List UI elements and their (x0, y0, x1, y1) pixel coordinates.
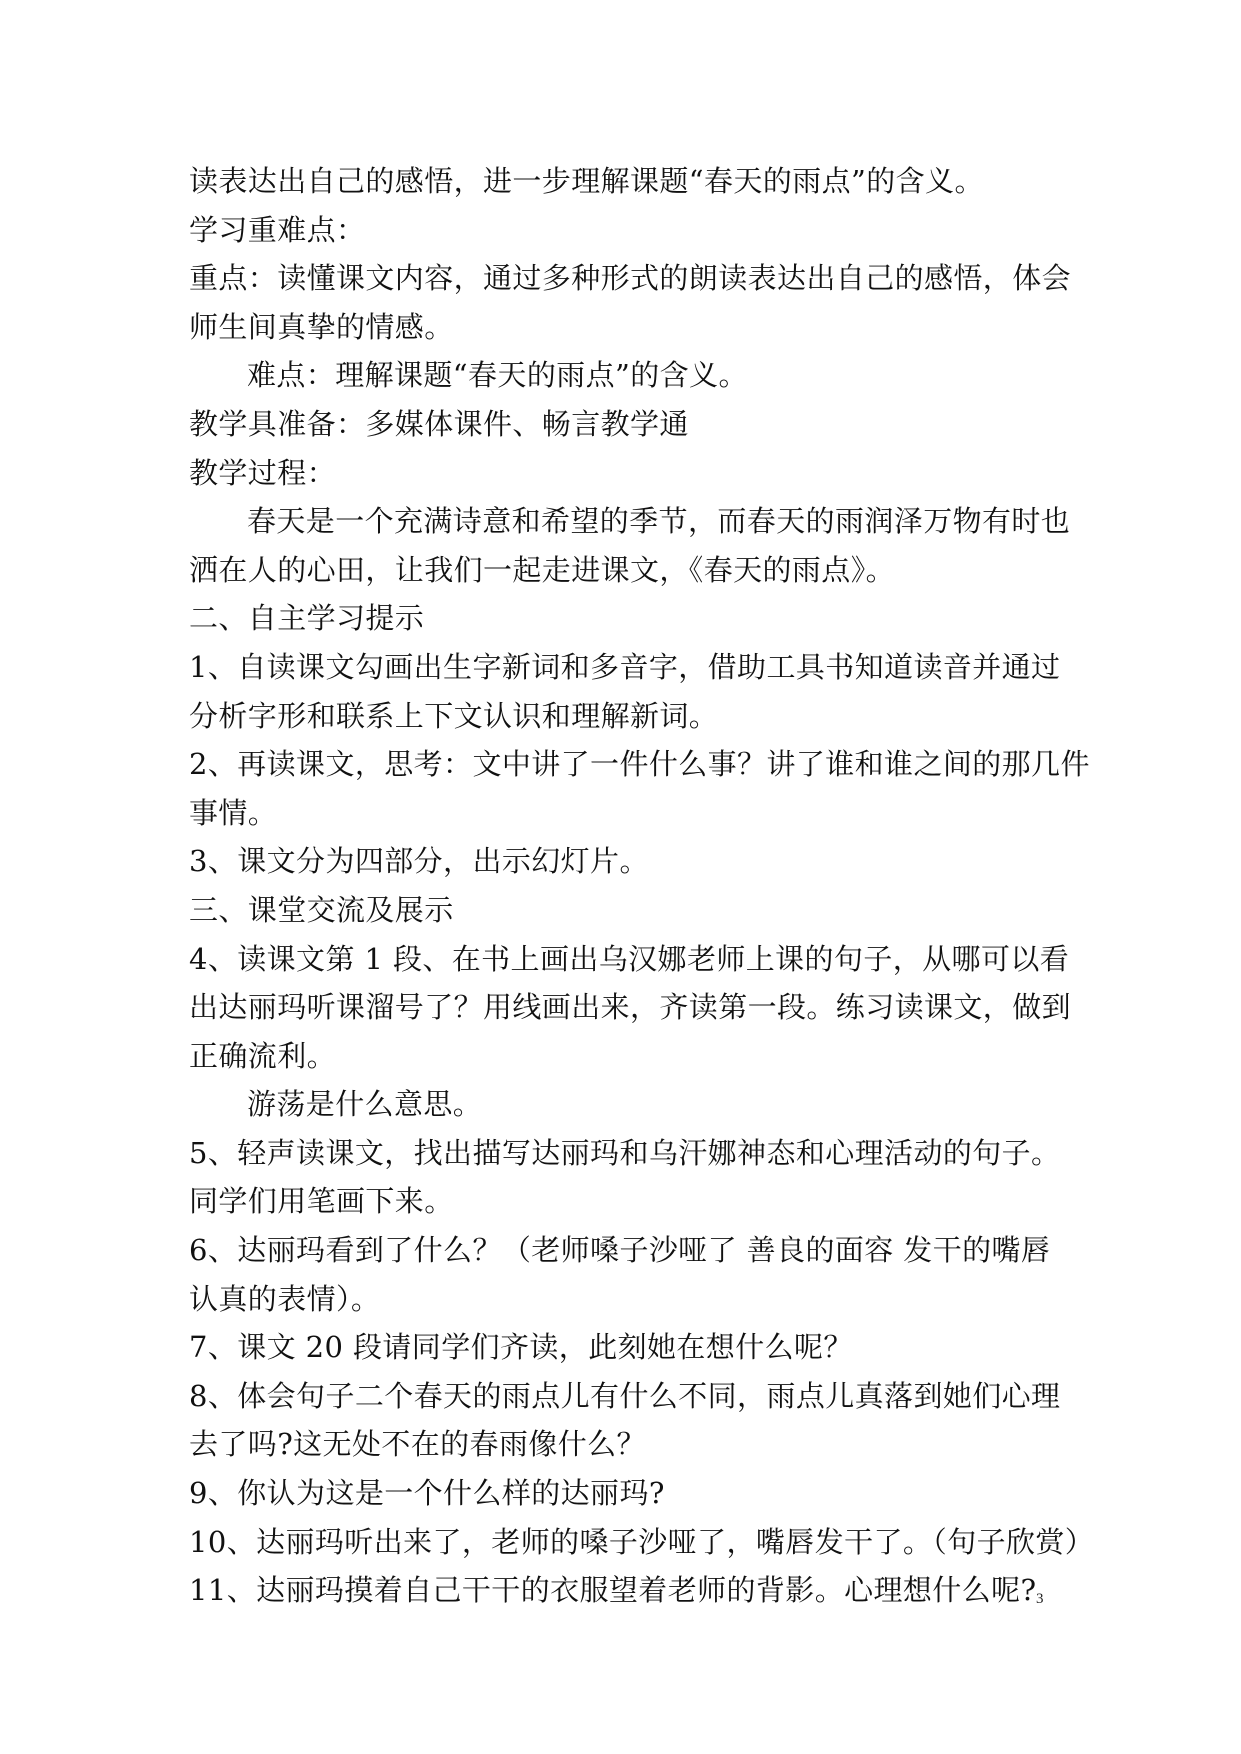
text-line-8: 春天是一个充满诗意和希望的季节，而春天的雨润泽万物有时也 (247, 504, 1071, 539)
text-line-4: 师生间真挚的情感。 (189, 309, 454, 344)
text-line-28: 9、你认为这是一个什么样的达丽玛? (189, 1476, 665, 1511)
text-line-5: 难点：理解课题“春天的雨点”的含义。 (247, 358, 748, 393)
text-line-14: 事情。 (189, 795, 278, 830)
document-body (189, 157, 1095, 1615)
text-line-19: 正确流利。 (189, 1038, 337, 1073)
text-line-11: 1、自读课文勾画出生字新词和多音字，借助工具书知道读音并通过 (189, 649, 1061, 684)
text-line-20: 游荡是什么意思。 (247, 1087, 483, 1122)
text-line-15: 3、课文分为四部分，出示幻灯片。 (189, 844, 649, 879)
text-line-24: 认真的表情）。 (189, 1281, 381, 1316)
text-line-10: 二、自主学习提示 (189, 601, 425, 636)
text-line-3: 重点：读懂课文内容，通过多种形式的朗读表达出自己的感悟，体会 (189, 261, 1072, 296)
text-line-2: 学习重难点： (189, 212, 366, 247)
text-line-26: 8、体会句子二个春天的雨点儿有什么不同，雨点儿真落到她们心理 (189, 1378, 1061, 1413)
text-line-16: 三、课堂交流及展示 (189, 892, 454, 927)
text-line-9: 洒在人的心田，让我们一起走进课文，《春天的雨点》。 (189, 552, 896, 587)
text-line-30: 11、达丽玛摸着自己干干的衣服望着老师的背影。心理想什么呢? (189, 1573, 1037, 1608)
text-line-13: 2、再读课文，思考：文中讲了一件什么事？讲了谁和谁之间的那几件 (189, 747, 1090, 782)
text-line-12: 分析字形和联系上下文认识和理解新词。 (189, 698, 719, 733)
text-line-25: 7、课文 20 段请同学们齐读，此刻她在想什么呢？ (189, 1330, 853, 1365)
text-line-17: 4、读课文第 1 段、在书上画出乌汉娜老师上课的句子，从哪可以看 (189, 941, 1070, 976)
text-line-6: 教学具准备：多媒体课件、畅言教学通 (189, 406, 689, 441)
text-line-21: 5、轻声读课文，找出描写达丽玛和乌汗娜神态和心理活动的句子。 (189, 1135, 1061, 1170)
page-number: 3 (1036, 1591, 1044, 1607)
text-line-18: 出达丽玛听课溜号了？用线画出来，齐读第一段。练习读课文，做到 (189, 990, 1072, 1025)
text-line-27: 去了吗?这无处不在的春雨像什么？ (189, 1427, 646, 1462)
text-line-29: 10、达丽玛听出来了，老师的嗓子沙哑了，嘴唇发干了。（句子欣赏） (189, 1524, 1095, 1559)
text-line-22: 同学们用笔画下来。 (189, 1184, 454, 1219)
text-line-1: 读表达出自己的感悟，进一步理解课题“春天的雨点”的含义。 (189, 164, 984, 198)
text-line-23: 6、达丽玛看到了什么？（老师嗓子沙哑了 善良的面容 发干的嘴唇 (189, 1233, 1051, 1268)
text-line-7: 教学过程： (189, 455, 337, 490)
